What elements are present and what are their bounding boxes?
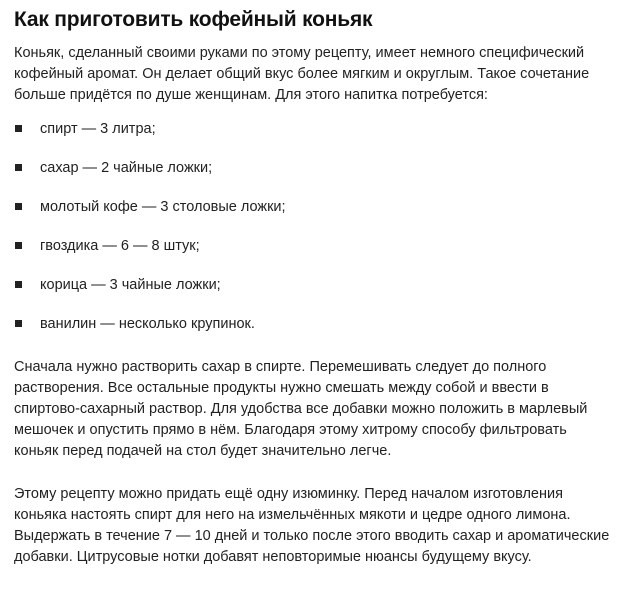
list-item — [14, 236, 610, 275]
tip-paragraph: Этому рецепту можно придать ещё одну изюминку. Перед началом изготовления коньяка настоять спирт для него на измельчённых мякоти и цедре одного лимона. Выдержать в течение 7 — 10 дней и только после этого вводить сахар и ароматические добавки. Цитрусовые нотки добавят неповторимые нюансы будущему вкусу. — [14, 486, 610, 565]
bullet-icon — [15, 203, 22, 210]
method-paragraph: Сначала нужно растворить сахар в спирте. Перемешивать следует до полного растворения. Все остальные продукты нужно смешать между собой и ввести в спиртово-сахарный раствор. Для удобства все добавки можно положить в марлевый мешочек и опустить прямо в нём. Благодаря этому хитрому способу фильтровать коньяк перед подачей на стол будет значительно легче. — [14, 359, 588, 459]
list-item — [14, 314, 610, 353]
list-item — [14, 158, 610, 197]
list-item-text: корица — 3 чайные ложки; — [40, 277, 221, 293]
list-item-text: спирт — 3 литра; — [40, 121, 156, 137]
bullet-icon — [15, 125, 22, 132]
list-item-text: сахар — 2 чайные ложки; — [40, 160, 213, 176]
bullet-icon — [15, 242, 22, 249]
list-item — [14, 197, 610, 236]
bullet-icon — [15, 281, 22, 288]
list-item-text: молотый кофе — 3 столовые ложки; — [40, 199, 286, 215]
ingredients-list — [14, 119, 610, 353]
list-item-text: ванилин — несколько крупинок. — [40, 316, 255, 332]
list-item — [14, 119, 610, 158]
article-title: Как приготовить кофейный коньяк — [14, 8, 373, 31]
bullet-icon — [15, 164, 22, 171]
list-item — [14, 275, 610, 314]
bullet-icon — [15, 320, 22, 327]
intro-paragraph: Коньяк, сделанный своими руками по этому рецепту, имеет немного специфический кофейный аромат. Он делает общий вкус более мягким и округлым. Такое сочетание больше придётся по душе женщинам. Для этого напитка потребуется: — [14, 45, 590, 103]
list-item-text: гвоздика — 6 — 8 штук; — [40, 238, 200, 254]
